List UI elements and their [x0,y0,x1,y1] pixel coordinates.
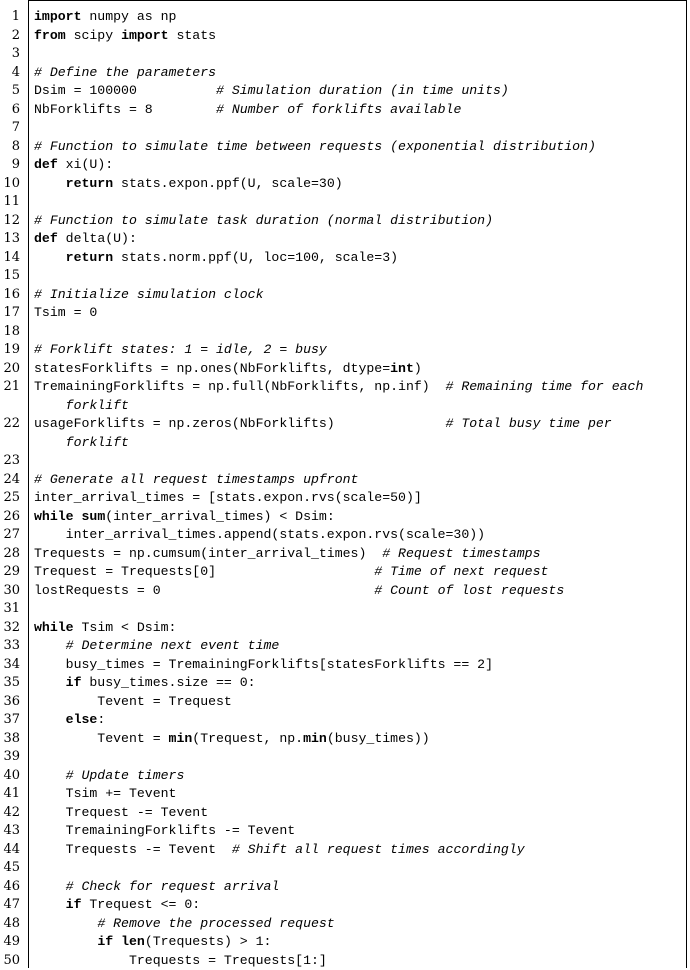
code-line [34,452,684,471]
code-comment: # Time of next request [374,564,548,579]
line-number: 26 [0,508,20,527]
line-number: 13 [0,230,20,249]
line-number: 20 [0,360,20,379]
code-text: usageForklifts = np.zeros(NbForklifts) [34,416,446,431]
code-text: lostRequests = 0 [34,583,374,598]
code-comment: # Total busy time per [446,416,612,431]
code-text: (inter_arrival_times) < Dsim: [105,509,335,524]
code-line [34,637,684,656]
code-body [34,8,684,970]
code-line [34,952,684,970]
code-line [34,27,684,46]
code-line [34,193,684,212]
code-comment: # Function to simulate time between requests (exponential distribution) [34,139,596,154]
line-number: 24 [0,471,20,490]
line-number: 34 [0,656,20,675]
code-keyword: from [34,28,66,43]
code-text: Tevent = Trequest [34,694,232,709]
code-text: Tsim = 0 [34,305,97,320]
code-line [34,785,684,804]
line-number: 38 [0,730,20,749]
code-keyword: sum [82,509,106,524]
line-number: 16 [0,286,20,305]
line-number: 47 [0,896,20,915]
code-comment: # Count of lost requests [374,583,564,598]
line-number: 43 [0,822,20,841]
code-text: statesForklifts = np.ones(NbForklifts, dtype= [34,361,390,376]
line-number [0,397,20,416]
code-keyword: if [97,934,113,949]
code-text: stats [169,28,216,43]
line-number: 2 [0,27,20,46]
code-keyword: if [66,675,82,690]
code-text [34,897,66,912]
code-text: (Trequests) > 1: [145,934,272,949]
code-text [113,934,121,949]
code-text: Tsim < Dsim: [74,620,177,635]
code-comment: # Shift all request times accordingly [232,842,525,857]
line-number: 8 [0,138,20,157]
code-text: : [97,712,105,727]
line-number: 23 [0,452,20,471]
code-text: Tsim += Tevent [34,786,176,801]
code-comment: # Generate all request timestamps upfront [34,472,358,487]
code-text [74,509,82,524]
code-text: scipy [66,28,121,43]
code-keyword: def [34,231,58,246]
code-line [34,471,684,490]
code-text [34,879,66,894]
code-keyword: while [34,620,74,635]
code-line [34,859,684,878]
code-line [34,82,684,101]
code-line [34,360,684,379]
line-number: 35 [0,674,20,693]
code-comment: forklift [66,398,129,413]
code-line [34,600,684,619]
line-number: 36 [0,693,20,712]
code-keyword: import [121,28,168,43]
line-number: 14 [0,249,20,268]
code-line [34,397,684,416]
code-line [34,563,684,582]
code-line [34,249,684,268]
code-text: Trequests = Trequests[1:] [34,953,327,968]
code-comment: # Number of forklifts available [216,102,461,117]
code-comment: # Function to simulate task duration (normal distribution) [34,213,493,228]
line-number [0,434,20,453]
code-text: delta(U): [58,231,137,246]
code-text: Trequests -= Tevent [34,842,232,857]
code-line [34,267,684,286]
code-text [34,638,66,653]
line-number: 37 [0,711,20,730]
line-number: 12 [0,212,20,231]
line-number: 17 [0,304,20,323]
line-number: 33 [0,637,20,656]
code-line [34,896,684,915]
code-line [34,545,684,564]
code-comment: # Request timestamps [382,546,540,561]
code-keyword: return [66,250,113,265]
code-comment: # Remove the processed request [97,916,334,931]
line-number: 7 [0,119,20,138]
line-number: 19 [0,341,20,360]
line-number: 10 [0,175,20,194]
code-text: Dsim = 100000 [34,83,216,98]
code-line [34,156,684,175]
code-line [34,878,684,897]
code-line [34,508,684,527]
code-line [34,175,684,194]
code-line [34,933,684,952]
line-number: 3 [0,45,20,64]
code-text: Tevent = [34,731,169,746]
code-line [34,748,684,767]
code-comment: # Update timers [66,768,185,783]
code-line [34,489,684,508]
code-line [34,341,684,360]
code-text [34,934,97,949]
code-text: stats.norm.ppf(U, loc=100, scale=3) [113,250,398,265]
code-comment: # Forklift states: 1 = idle, 2 = busy [34,342,327,357]
line-number: 49 [0,933,20,952]
code-text: Trequest = Trequests[0] [34,564,374,579]
code-comment: # Define the parameters [34,65,216,80]
line-number: 18 [0,323,20,342]
code-line [34,822,684,841]
code-line [34,915,684,934]
code-line [34,730,684,749]
line-number: 11 [0,193,20,212]
line-number: 30 [0,582,20,601]
line-number: 31 [0,600,20,619]
code-text: numpy as np [81,9,176,24]
code-text [34,768,66,783]
code-text: (busy_times)) [327,731,430,746]
line-number: 5 [0,82,20,101]
line-number: 39 [0,748,20,767]
code-line [34,323,684,342]
code-text: Trequests = np.cumsum(inter_arrival_times) [34,546,382,561]
line-number: 42 [0,804,20,823]
line-number: 41 [0,785,20,804]
code-line [34,138,684,157]
code-text: inter_arrival_times.append(stats.expon.rvs(scale=30)) [34,527,485,542]
code-text: busy_times.size == 0: [81,675,255,690]
code-line [34,101,684,120]
line-number: 15 [0,267,20,286]
code-line [34,693,684,712]
code-line [34,378,684,397]
code-comment: # Check for request arrival [66,879,280,894]
code-text: NbForklifts = 8 [34,102,216,117]
code-line [34,212,684,231]
code-keyword: while [34,509,74,524]
code-line [34,119,684,138]
code-line [34,230,684,249]
line-number: 1 [0,8,20,27]
line-number: 48 [0,915,20,934]
code-line [34,304,684,323]
code-text: ) [414,361,422,376]
code-text [34,398,66,413]
code-line [34,582,684,601]
code-line [34,434,684,453]
code-line [34,656,684,675]
code-keyword: return [66,176,113,191]
code-line [34,415,684,434]
line-number: 44 [0,841,20,860]
code-text: Trequest -= Tevent [34,805,208,820]
line-number: 21 [0,378,20,397]
code-text: inter_arrival_times = [stats.expon.rvs(scale=50)] [34,490,422,505]
code-text: TremainingForklifts -= Tevent [34,823,295,838]
code-line [34,841,684,860]
code-line [34,767,684,786]
code-line [34,8,684,27]
line-number: 50 [0,952,20,970]
code-comment: # Initialize simulation clock [34,287,264,302]
line-number: 9 [0,156,20,175]
line-number: 6 [0,101,20,120]
code-keyword: if [66,897,82,912]
code-line [34,526,684,545]
code-text: xi(U): [58,157,113,172]
code-line [34,619,684,638]
code-comment: # Remaining time for each [446,379,644,394]
code-keyword: int [390,361,414,376]
line-number: 25 [0,489,20,508]
code-keyword: else [66,712,98,727]
line-number: 40 [0,767,20,786]
code-text [34,712,66,727]
code-comment: forklift [66,435,129,450]
code-text: Trequest <= 0: [81,897,200,912]
code-line [34,45,684,64]
line-number: 28 [0,545,20,564]
code-comment: # Simulation duration (in time units) [216,83,509,98]
code-text: stats.expon.ppf(U, scale=30) [113,176,343,191]
line-number: 29 [0,563,20,582]
code-text [34,916,97,931]
code-line [34,286,684,305]
code-line [34,64,684,83]
code-line [34,711,684,730]
code-keyword: min [303,731,327,746]
code-line [34,804,684,823]
code-text [34,675,66,690]
code-keyword: min [169,731,193,746]
code-text: busy_times = TremainingForklifts[statesForklifts == 2] [34,657,493,672]
code-text [34,176,66,191]
code-text: TremainingForklifts = np.full(NbForklifts, np.inf) [34,379,446,394]
code-text [34,250,66,265]
line-number: 27 [0,526,20,545]
code-comment: # Determine next event time [66,638,280,653]
code-line [34,674,684,693]
code-text: (Trequest, np. [192,731,303,746]
line-number: 46 [0,878,20,897]
code-keyword: len [121,934,145,949]
line-number: 22 [0,415,20,434]
code-keyword: def [34,157,58,172]
code-keyword: import [34,9,81,24]
line-number: 4 [0,64,20,83]
line-number: 32 [0,619,20,638]
line-number: 45 [0,859,20,878]
code-text [34,435,66,450]
line-number-gutter [0,8,20,970]
